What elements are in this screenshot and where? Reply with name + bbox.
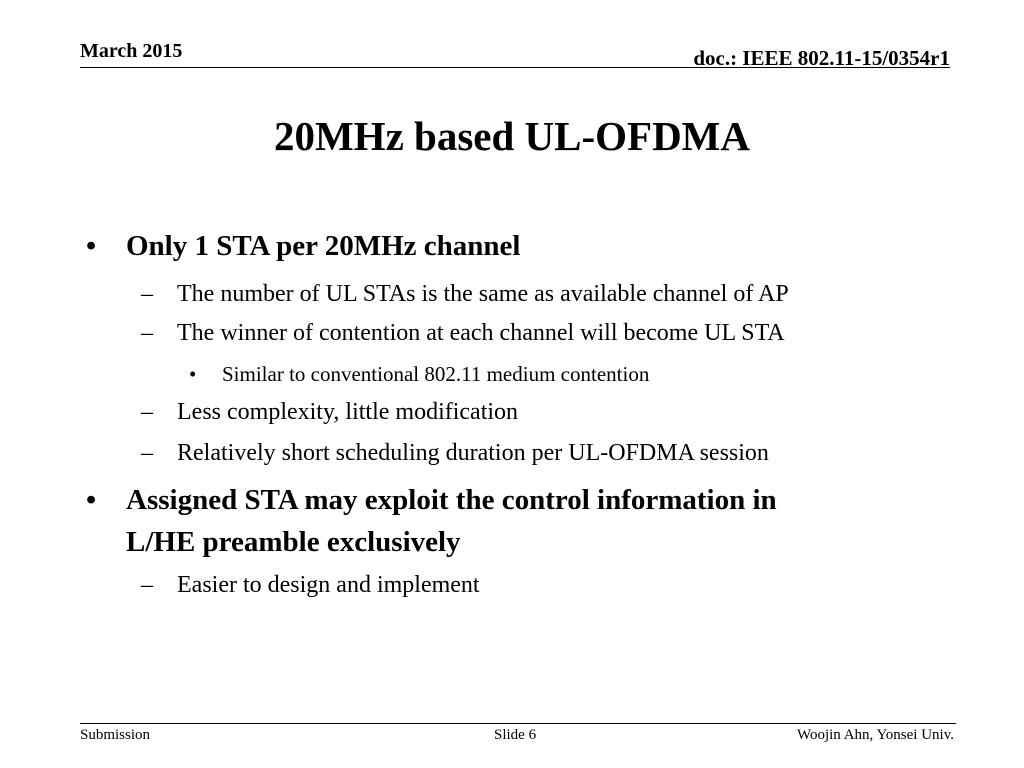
sub-bullet-text: Less complexity, little modification xyxy=(177,399,519,425)
bullet-text-line2: L/HE preamble exclusively xyxy=(126,526,461,558)
sub-bullet-marker: – xyxy=(141,399,153,425)
sub-bullet-marker: – xyxy=(141,320,153,346)
sub-bullet-text: The winner of contention at each channel will become UL STA xyxy=(177,320,785,346)
sub-bullet-text: Relatively short scheduling duration per UL-OFDMA session xyxy=(177,440,769,466)
sub-bullet-text: The number of UL STAs is the same as available channel of AP xyxy=(177,281,789,307)
sub-sub-bullet-text: Similar to conventional 802.11 medium contention xyxy=(222,362,650,386)
bullet-text-line1: Assigned STA may exploit the control information in xyxy=(126,484,777,516)
sub-bullet-marker: – xyxy=(141,572,153,598)
sub-bullet-marker: – xyxy=(141,440,153,466)
bullet-marker: • xyxy=(86,484,97,516)
sub-bullet-marker: – xyxy=(141,281,153,307)
sub-sub-bullet-marker: • xyxy=(189,362,197,386)
footer-rule xyxy=(80,723,956,724)
header-doc-id: doc.: IEEE 802.11-15/0354r1 xyxy=(693,46,950,70)
footer-submission: Submission xyxy=(80,727,151,743)
bullet-text: Only 1 STA per 20MHz channel xyxy=(126,230,521,262)
footer-slide-number: Slide 6 xyxy=(494,727,537,743)
bullet-marker: • xyxy=(86,230,97,262)
sub-bullet-text: Easier to design and implement xyxy=(177,572,480,598)
footer-author: Woojin Ahn, Yonsei Univ. xyxy=(796,727,954,743)
header-date: March 2015 xyxy=(80,40,183,62)
slide-title: 20MHz based UL-OFDMA xyxy=(273,113,750,159)
